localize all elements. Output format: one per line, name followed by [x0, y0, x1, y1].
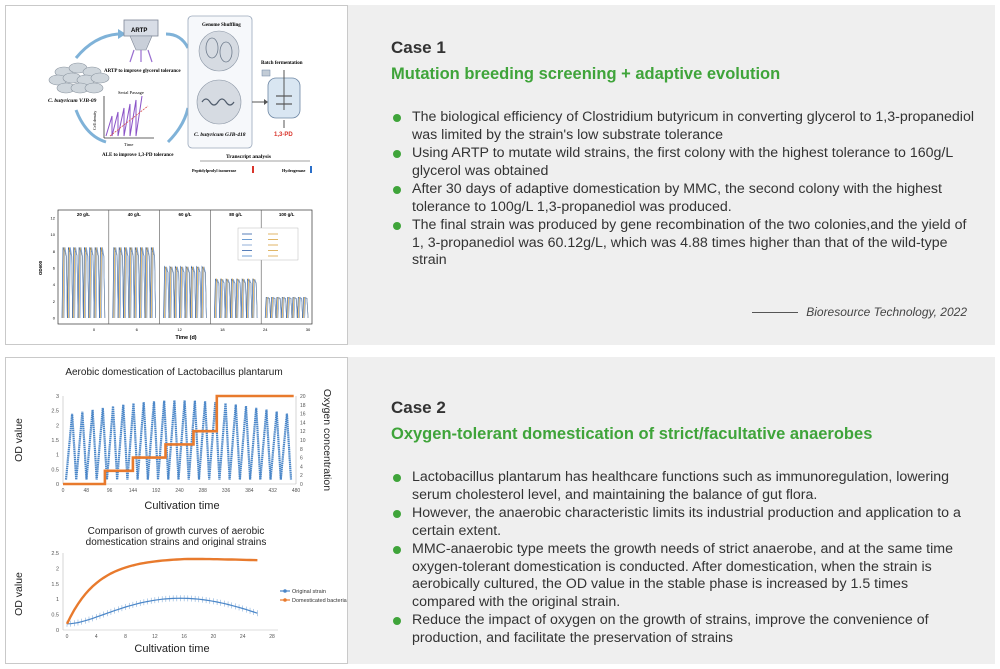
chart1-xtick: 0 — [61, 488, 65, 494]
bullet-icon — [393, 617, 401, 625]
case1-text — [391, 37, 975, 271]
chart1-ytick-right: 16 — [300, 411, 306, 418]
od-curve — [69, 247, 72, 318]
artp-device — [124, 20, 158, 62]
od-curve — [299, 297, 302, 318]
od-curve — [91, 247, 94, 318]
chart1-ytick-right: 18 — [300, 402, 306, 409]
serial-passage-label: Serial Passage — [118, 90, 144, 95]
chart2-xtick: 0 — [65, 634, 69, 640]
chart2-xtick: 12 — [152, 634, 158, 640]
chart1-ytick-right: 2 — [300, 473, 303, 480]
passage-ytick: 4 — [52, 282, 55, 288]
chart2-legend — [280, 589, 347, 604]
phase-label: 100 g/L — [278, 212, 295, 217]
passage-ylabel: OD600 — [38, 260, 43, 276]
arrow-from-ale — [168, 108, 188, 142]
chart2-xtick: 16 — [181, 634, 187, 640]
list-item: However, the anaerobic characteristic limits its industrial production and application to a certain extent. — [391, 505, 975, 540]
chart1-ytick-right: 0 — [300, 482, 303, 488]
chart2-ytick: 2 — [55, 566, 59, 573]
od-curve — [187, 267, 190, 318]
chart1-title: Aerobic domestication of Lactobacillus plantarum — [65, 367, 283, 378]
passage-xtick: 0 — [92, 327, 96, 332]
chart1-ytick-right: 12 — [300, 429, 306, 436]
chart1-ytick-left: 0.5 — [51, 467, 59, 474]
chart1-plot — [51, 394, 305, 494]
od-curve — [115, 247, 118, 318]
bullet-icon — [393, 474, 401, 482]
passage-legend — [238, 228, 298, 260]
recombined-cell-icon — [197, 80, 241, 124]
od-curve — [227, 279, 230, 318]
chart2-xtick: 4 — [94, 634, 98, 640]
od-curve — [64, 247, 67, 318]
chart1-xtick: 144 — [128, 488, 138, 494]
chart1-od-series — [66, 400, 291, 479]
passage-xtick: 6 — [135, 327, 138, 332]
list-item: Lactobacillus plantarum has healthcare functions such as immunoregulation, lowering serum cholesterol level, and maintaining the balance of gut flora. — [391, 469, 975, 504]
chart2-ytick: 2.5 — [51, 551, 59, 557]
chart1-xlabel: Cultivation time — [144, 500, 220, 512]
legend-domesticated: Domesticated bacteria — [292, 598, 347, 604]
case1-bullet-list — [391, 109, 975, 270]
chart1-ytick-left: 2 — [55, 423, 59, 430]
od-curve — [131, 247, 134, 318]
passage-ytick: 6 — [52, 265, 55, 271]
arrow-to-artp — [76, 34, 118, 58]
phase-label: 60 g/L — [178, 212, 192, 217]
list-item: Using ARTP to mutate wild strains, the first colony with the highest tolerance to 160g/L glycerol was obtained — [391, 145, 975, 180]
chart2-ytick: 1.5 — [51, 581, 59, 588]
od-curve — [192, 267, 195, 318]
chart1-ytick-left: 3 — [55, 394, 59, 400]
od-curve — [198, 267, 201, 318]
od-curve — [75, 247, 78, 318]
chart2-xtick: 24 — [239, 634, 246, 640]
case1-subtitle: Mutation breeding screening + adaptive evolution — [391, 65, 781, 83]
od-curve — [283, 297, 286, 318]
od-curve — [249, 279, 252, 318]
chart2-domesticated-series — [67, 559, 257, 624]
list-item: The final strain was produced by gene recombination of the two colonies,and the yield of 1, 3-propanediol was 60.12g/L, which was 4.88 times higher than that of the wild-type strain — [391, 217, 975, 270]
evolved-strain-label: C. butyricum GJB-418 — [194, 132, 246, 138]
fermenter-icon — [262, 70, 300, 118]
od-curve — [267, 297, 270, 318]
passage-ytick: 2 — [52, 298, 55, 304]
chart1-ytick-left: 1.5 — [51, 438, 59, 444]
od-curve — [294, 297, 297, 318]
case1-title: Case 1 — [391, 38, 446, 57]
od-curve — [222, 279, 225, 318]
passage-xtick: 24 — [262, 327, 268, 332]
chart1-xtick: 96 — [106, 488, 113, 494]
ale-mini-chart — [104, 96, 154, 138]
od-curve — [243, 279, 246, 318]
od-curve — [120, 247, 123, 318]
chart1-xtick: 48 — [83, 488, 90, 494]
od-curve — [142, 247, 145, 318]
arrow-to-shuffling — [166, 34, 188, 48]
chart2-title-text: domestication strains and original strains — [85, 537, 267, 548]
case1-figure-svg — [6, 6, 347, 344]
od-curve — [171, 267, 174, 318]
chart2-plot — [51, 551, 278, 640]
od-curve — [101, 247, 104, 318]
passage-chart — [38, 210, 312, 341]
gene1-up-icon — [252, 166, 254, 173]
list-item: MMC-anaerobic type meets the growth needs of strict anaerobe, and at the same time oxygen-tolerant domestication is conducted. After domestication, when the strain is aerobically cultured, the OD value in the stable phase is increased by 1.5 times compared with the original strain. — [391, 541, 975, 611]
chart1-ytick-right: 6 — [300, 455, 303, 462]
chart1-ytick-right: 20 — [300, 394, 306, 400]
citation: Bioresource Technology, 2022 — [752, 305, 967, 319]
case2-figure — [5, 357, 348, 664]
od-curve — [216, 279, 219, 318]
wild-strain-cluster — [49, 63, 109, 93]
passage-xtick: 12 — [177, 327, 182, 332]
artp-caption: ARTP to improve glycerol tolerance — [104, 69, 181, 74]
chart1-xtick: 384 — [245, 488, 254, 494]
list-item: The biological efficiency of Clostridium butyricum in converting glycerol to 1,3-propanediol was limited by the strain's low substrate tolerance — [391, 109, 975, 144]
bullet-icon — [393, 114, 401, 122]
od-curve — [176, 267, 179, 318]
chart1-xtick: 480 — [291, 488, 301, 494]
chart2-ylabel: OD value — [13, 572, 25, 616]
batch-fermentation-label: Batch fermentation — [261, 61, 303, 66]
chart2-xtick: 20 — [210, 634, 217, 640]
wild-strain-label: C. butyricum VJB-09 — [48, 98, 97, 104]
chart1-ytick-right: 14 — [300, 420, 306, 427]
case2-bullet-list — [391, 469, 975, 647]
chart1-ytick-right: 4 — [300, 464, 303, 471]
cell-density-label: Cell density — [92, 110, 97, 130]
case2-subtitle: Oxygen-tolerant domestication of strict/facultative anaerobes — [391, 425, 873, 443]
chart2-xlabel: Cultivation time — [134, 643, 210, 655]
phase-label: 40 g/L — [127, 212, 141, 217]
chart2-ytick: 1 — [55, 597, 59, 604]
product-label: 1,3-PD — [274, 132, 293, 138]
chart1-ytick-right: 10 — [300, 438, 306, 444]
od-curve — [203, 267, 206, 318]
genome-shuffling-label: Genome Shuffling — [202, 23, 241, 28]
passage-xtick: 18 — [220, 327, 225, 332]
chart1-ytick-left: 1 — [55, 452, 59, 459]
chart2-title-text: Comparison of growth curves of aerobic — [87, 526, 265, 537]
case1-figure — [5, 5, 348, 345]
arrow-to-ale — [76, 110, 106, 142]
od-curve — [254, 279, 257, 318]
gene1-label: Peptidylprolyl isomerase — [192, 168, 237, 173]
chart1-xtick: 288 — [198, 488, 207, 494]
chart1-ylabel-right: Oxygen concentration — [321, 388, 333, 492]
chart1-xtick: 192 — [152, 488, 161, 494]
od-curve — [96, 247, 99, 318]
od-curve — [147, 247, 150, 318]
bullet-icon — [393, 150, 401, 158]
od-curve — [80, 247, 83, 318]
chart1-xtick: 336 — [221, 488, 231, 494]
cell-fusion-icon — [199, 31, 239, 71]
artp-label: ARTP — [131, 28, 148, 34]
od-curve — [152, 247, 155, 318]
bullet-icon — [393, 222, 401, 230]
gene2-label: Hydrogenase — [282, 168, 306, 173]
gene2-down-icon — [310, 166, 312, 173]
chart1-ylabel-left: OD value — [13, 418, 25, 462]
case2-figure-svg — [6, 358, 347, 663]
od-curve — [85, 247, 88, 318]
passage-ytick: 8 — [52, 248, 55, 254]
chart1-ytick-right: 8 — [300, 446, 303, 453]
chart1-ytick-left: 2.5 — [51, 408, 59, 415]
passage-xtick: 30 — [305, 327, 311, 332]
case2-panel — [5, 357, 995, 664]
od-curve — [232, 279, 235, 318]
passage-xlabel: Time (d) — [175, 335, 197, 341]
case2-text — [391, 397, 975, 648]
passage-ytick: 10 — [50, 232, 55, 238]
od-curve — [289, 297, 292, 318]
od-curve — [278, 297, 281, 318]
case1-panel — [5, 5, 995, 345]
od-curve — [136, 247, 139, 318]
od-curve — [126, 247, 129, 318]
chart1-xtick: 432 — [268, 488, 277, 494]
transcript-analysis-label: Transcript analysis — [226, 154, 271, 160]
case2-title: Case 2 — [391, 398, 446, 417]
chart2-title-line1 — [86, 526, 267, 548]
od-curve — [273, 297, 276, 318]
chart2-ytick: 0 — [55, 628, 59, 634]
chart2-ytick: 0.5 — [51, 612, 59, 619]
chart1-xtick: 240 — [175, 488, 184, 494]
od-curve — [305, 297, 308, 318]
ale-time-label: Time — [124, 142, 134, 147]
legend-original: Original strain — [292, 589, 326, 595]
bullet-icon — [393, 546, 401, 554]
od-curve — [238, 279, 241, 318]
od-curve — [182, 267, 185, 318]
list-item: After 30 days of adaptive domestication by MMC, the second colony with the highest tolerance to 100g/L 1,3-propanediol was produced. — [391, 181, 975, 216]
chart2-xtick: 8 — [124, 634, 127, 640]
phase-label: 80 g/L — [229, 212, 243, 217]
bullet-icon — [393, 186, 401, 194]
chart2-xtick: 28 — [269, 634, 275, 640]
passage-ytick: 0 — [52, 315, 55, 321]
chart1-ytick-left: 0 — [55, 482, 59, 488]
ale-caption: ALE to improve 1,3-PD tolerance — [102, 153, 174, 158]
passage-ytick: 12 — [50, 215, 55, 221]
bullet-icon — [393, 510, 401, 518]
phase-label: 20 g/L — [76, 212, 90, 217]
od-curve — [166, 267, 169, 318]
list-item: Reduce the impact of oxygen on the growth of strains, improve the convenience of production, and facilitate the preservation of strains — [391, 612, 975, 647]
